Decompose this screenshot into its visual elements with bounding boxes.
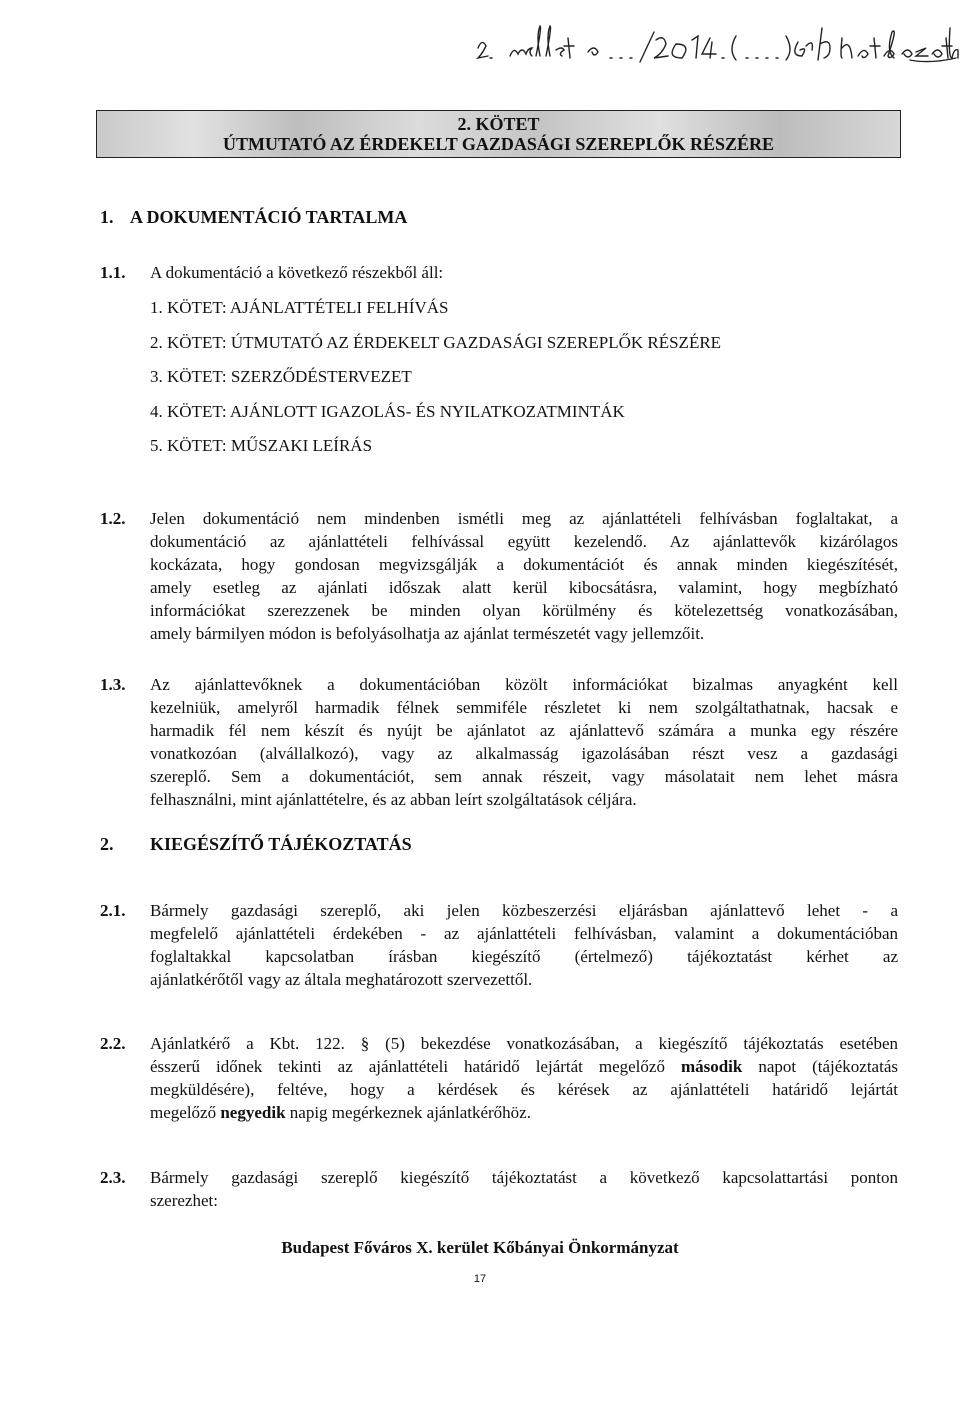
- paragraph-line: megfelelő ajánlattételi érdekében - az ajánlattételi felhívásban, valamint a dokumentációban: [150, 924, 898, 943]
- list-item: 4. KÖTET: AJÁNLOTT IGAZOLÁS- ÉS NYILATKOZATMINTÁK: [150, 401, 625, 421]
- paragraph-line: harmadik fél nem készít és nyújt be ajánlatot az ajánlattevő számára a munka egy részére: [150, 721, 898, 740]
- section-1-number: 1.: [100, 207, 114, 227]
- paragraph-line: információkat szerezzenek be minden olyan körülmény és kötelezettség vonatkozásában,: [150, 601, 898, 620]
- section-2-2-paragraph: [150, 1032, 898, 1124]
- paragraph-line: Jelen dokumentáció nem mindenben ismétli meg az ajánlattételi felhívásban foglaltakat, a: [150, 509, 898, 528]
- list-item: 5. KÖTET: MŰSZAKI LEÍRÁS: [150, 436, 373, 456]
- paragraph-line: foglaltakkal kapcsolatban írásban kiegészítő (értelmező) tájékoztatást kérhet az: [150, 947, 898, 966]
- section-2-3-number: 2.3.: [100, 1168, 126, 1187]
- banner-volume-title: 2. KÖTET: [457, 114, 540, 134]
- line-text: napig megérkeznek ajánlatkérőhöz.: [285, 1103, 531, 1122]
- section-2-title: KIEGÉSZÍTŐ TÁJÉKOZTATÁS: [150, 834, 412, 854]
- line-text: megelőző: [150, 1103, 221, 1122]
- volume-banner: [96, 110, 901, 158]
- section-2-2-number: 2.2.: [100, 1034, 126, 1053]
- section-1-2-paragraph: [150, 507, 898, 645]
- banner-volume-subtitle: ÚTMUTATÓ AZ ÉRDEKELT GAZDASÁGI SZEREPLŐK RÉSZÉRE: [223, 134, 774, 154]
- paragraph-line: felhasználni, mint ajánlattételre, és az abban leírt szolgáltatások céljára.: [150, 790, 637, 809]
- list-item: 1. KÖTET: AJÁNLATTÉTELI FELHÍVÁS: [150, 298, 449, 317]
- volume-list: [150, 296, 721, 458]
- section-2-number: 2.: [100, 834, 114, 854]
- paragraph-line: dokumentáció az ajánlattételi felhívással együtt kezelendő. Az ajánlattevők kizárólagos: [150, 532, 898, 551]
- section-1-1-text: A dokumentáció a következő részekből áll:: [150, 263, 444, 282]
- list-item: 2. KÖTET: ÚTMUTATÓ AZ ÉRDEKELT GAZDASÁGI SZEREPLŐK RÉSZÉRE: [150, 332, 722, 352]
- section-1-1-number: 1.1.: [100, 263, 126, 282]
- paragraph-line: szereplő. Sem a dokumentációt, sem annak részeit, vagy másolatait nem lehet másra: [150, 767, 898, 786]
- section-2-1-number: 2.1.: [100, 901, 126, 920]
- paragraph-line: [150, 1055, 898, 1078]
- paragraph-line: amely bármilyen módon is befolyásolhatja az ajánlat természetét vagy jellemzőit.: [150, 624, 705, 643]
- paragraph-line: kezelniük, amelyről harmadik félnek semmiféle részletet ki nem szolgáltathatnak, hacsak e: [150, 698, 898, 717]
- paragraph-line: Ajánlatkérő a Kbt. 122. § (5) bekezdése vonatkozásában, a kiegészítő tájékoztatás esetében: [150, 1034, 898, 1053]
- line-text: napot (tájékoztatás: [742, 1057, 898, 1076]
- paragraph-line: megküldésére), feltéve, hogy a kérdések és kérések az ajánlattételi határidő lejártát: [150, 1080, 898, 1099]
- section-2-3-paragraph: [150, 1166, 898, 1212]
- section-1-title: A DOKUMENTÁCIÓ TARTALMA: [130, 207, 408, 227]
- line-text: ésszerű időnek tekinti az ajánlattételi határidő lejártát megelőző: [150, 1057, 681, 1076]
- organization-footer: Budapest Főváros X. kerület Kőbányai Önkormányzat: [281, 1238, 679, 1257]
- section-1-3-number: 1.3.: [100, 675, 126, 694]
- paragraph-line: [150, 1101, 898, 1124]
- paragraph-line: vonatkozóan (alvállalkozó), vagy az alkalmasság igazolásában részt vesz a gazdasági: [150, 744, 898, 763]
- handwritten-note: [470, 18, 960, 68]
- paragraph-line: Bármely gazdasági szereplő, aki jelen közbeszerzési eljárásban ajánlattevő lehet - a: [150, 901, 898, 920]
- paragraph-line: ajánlatkérőtől vagy az általa meghatározott szervezettől.: [150, 970, 533, 989]
- section-2-1-paragraph: [150, 899, 898, 991]
- paragraph-line: amely esetleg az ajánlati időszak alatt kerül kibocsátásra, valamint, hogy megbízható: [150, 578, 898, 597]
- paragraph-line: szerezhet:: [150, 1191, 218, 1210]
- emphasis-masodik: második: [680, 1057, 743, 1076]
- page-number: 17: [473, 1273, 487, 1285]
- paragraph-line: Bármely gazdasági szereplő kiegészítő tájékoztatást a következő kapcsolattartási ponton: [150, 1168, 898, 1187]
- paragraph-line: kockázata, hogy gondosan megvizsgálják a dokumentációt és annak minden kiegészítését,: [150, 555, 898, 574]
- list-item: 3. KÖTET: SZERZŐDÉSTERVEZET: [150, 367, 412, 387]
- emphasis-negyedik: negyedik: [220, 1103, 286, 1122]
- paragraph-line: Az ajánlattevőknek a dokumentációban közölt információkat bizalmas anyagként kell: [150, 675, 898, 694]
- section-1-3-paragraph: [150, 673, 898, 811]
- section-1-2-number: 1.2.: [100, 509, 126, 528]
